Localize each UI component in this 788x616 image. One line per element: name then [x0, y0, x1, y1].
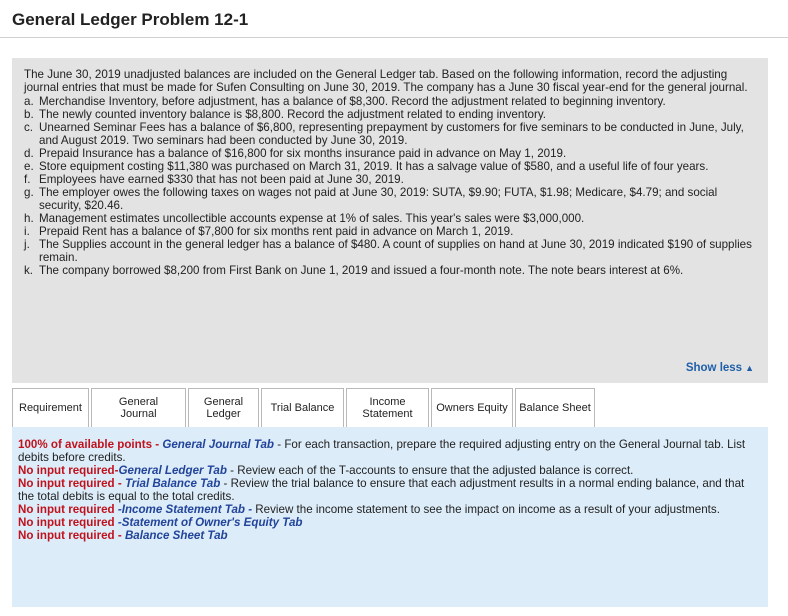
general-ledger-tab-name: General Ledger Tab: [118, 464, 227, 477]
instruction-text: - For each transaction, prepare the required adjusting entry on the General Journal tab. List debits before credits.: [18, 438, 746, 464]
requirement-line-owners-equity: [18, 516, 758, 529]
income-statement-tab-name: -Income Statement Tab -: [117, 503, 253, 516]
instruction-text: Review the income statement to see the impact on income as a result of your adjustments.: [252, 503, 720, 516]
instruction-text: - Review the trial balance to ensure that each adjustment results in a normal ending balance, and that the total debits is equal to the total credits.: [18, 477, 745, 503]
list-item: [24, 147, 756, 160]
list-item: [24, 238, 756, 264]
list-item: [24, 160, 756, 173]
tab-general-journal[interactable]: [91, 388, 186, 428]
tab-label: Requirement: [19, 401, 82, 414]
trial-balance-tab-name: Trial Balance Tab: [124, 477, 221, 490]
requirement-line-trial-balance: [18, 477, 758, 503]
item-label: c.: [24, 121, 34, 134]
tab-label: Balance Sheet: [519, 401, 591, 414]
item-label: h.: [24, 212, 34, 225]
no-input-label: No input required: [18, 516, 115, 529]
no-input-label: No input required: [18, 477, 115, 490]
item-text: The newly counted inventory balance is $8,800. Record the adjustment related to ending inventory.: [39, 108, 546, 121]
general-journal-tab-name: General Journal Tab: [162, 438, 275, 451]
balance-sheet-tab-name: Balance Sheet Tab: [124, 529, 228, 542]
item-label: i.: [24, 225, 30, 238]
problem-intro: The June 30, 2019 unadjusted balances are included on the General Ledger tab. Based on the following information, record the adjusting journal entries that must be made for Sufen Consulting on June 30, 2019. The company has a June 30 fiscal year-end for the general journal.: [24, 68, 748, 94]
item-text: Merchandise Inventory, before adjustment, has a balance of $8,300. Record the adjustment related to beginning inventory.: [39, 95, 666, 108]
requirement-line-general-journal: [18, 438, 758, 464]
item-label: f.: [24, 173, 31, 186]
requirement-line-income-statement: [18, 503, 758, 516]
item-text: Unearned Seminar Fees has a balance of $6,800, representing prepayment by customers for five seminars to be conducted in June, July, and August 2019. Two seminars had been conducted by June 30, 2019.: [39, 121, 744, 147]
item-text: Prepaid Rent has a balance of $7,800 for six months rent paid in advance on March 1, 2019.: [39, 225, 514, 238]
tab-label: Owners Equity: [436, 401, 508, 414]
tab-trial-balance[interactable]: [261, 388, 344, 428]
list-item: [24, 225, 756, 238]
title-divider: [0, 37, 788, 38]
item-label: g.: [24, 186, 34, 199]
tab-label-line2: Statement: [362, 408, 413, 420]
tab-income-statement[interactable]: [346, 388, 429, 428]
adjustment-list: [24, 95, 756, 277]
page-title: General Ledger Problem 12-1: [12, 10, 249, 29]
list-item: [24, 212, 756, 225]
tab-bar: [12, 388, 597, 428]
problem-description: [12, 58, 768, 383]
requirement-panel: [12, 427, 768, 607]
tab-label: Trial Balance: [270, 401, 335, 414]
list-item: [24, 264, 756, 277]
list-item: [24, 95, 756, 108]
show-less-label: Show less: [685, 362, 743, 374]
tab-balance-sheet[interactable]: [515, 388, 595, 428]
item-text: Management estimates uncollectible accounts expense at 1% of sales. This year's sales were $3,000,000.: [39, 212, 585, 225]
tab-label: [204, 396, 243, 421]
requirement-line-balance-sheet: [18, 529, 758, 542]
no-input-label: No input required: [18, 503, 115, 516]
item-label: d.: [24, 147, 34, 160]
list-item: [24, 186, 756, 212]
dash-separator: -: [114, 529, 125, 542]
tab-requirement[interactable]: [12, 388, 89, 428]
item-label: a.: [24, 95, 34, 108]
dash-separator: -: [114, 477, 125, 490]
item-text: The employer owes the following taxes on wages not paid at June 30, 2019: SUTA, $9.90; FUTA, $1.98; Medicare, $4.79; and social security, $20.46.: [39, 186, 718, 212]
no-input-label: No input required: [18, 529, 115, 542]
tab-label-line1: Income: [369, 395, 406, 408]
list-item: [24, 173, 756, 186]
item-label: k.: [24, 264, 34, 277]
tab-general-ledger[interactable]: [188, 388, 259, 428]
owners-equity-tab-name: -Statement of Owner's Equity Tab: [117, 516, 303, 529]
show-less-link[interactable]: [686, 362, 754, 375]
tab-label-line2: Journal: [120, 408, 157, 420]
item-text: Employees have earned $330 that has not been paid at June 30, 2019.: [39, 173, 404, 186]
item-text: Prepaid Insurance has a balance of $16,800 for six months insurance paid in advance on May 1, 2019.: [39, 147, 567, 160]
list-item: [24, 121, 756, 147]
tab-label-line1: General: [118, 395, 159, 408]
tab-label: [362, 396, 412, 421]
item-label: b.: [24, 108, 34, 121]
item-text: The company borrowed $8,200 from First Bank on June 1, 2019 and issued a four-month note. The note bears interest at 6%.: [39, 264, 684, 277]
requirement-line-general-ledger: [18, 464, 758, 477]
list-item: [24, 108, 756, 121]
item-label: e.: [24, 160, 34, 173]
points-label: 100% of available points -: [18, 438, 160, 451]
tab-label: [119, 396, 158, 421]
tab-label-line1: General: [203, 395, 244, 408]
instruction-text: - Review each of the T-accounts to ensure that the adjusted balance is correct.: [226, 464, 634, 477]
tab-owners-equity[interactable]: [431, 388, 513, 428]
triangle-up-icon: ▲: [745, 363, 754, 373]
no-input-label: No input required-: [18, 464, 119, 477]
item-label: j.: [24, 238, 30, 251]
item-text: The Supplies account in the general ledger has a balance of $480. A count of supplies on hand at June 30, 2019 indicated $190 of supplies remain.: [39, 238, 752, 264]
tab-label-line2: Ledger: [206, 408, 241, 420]
item-text: Store equipment costing $11,380 was purchased on March 31, 2019. It has a salvage value of $580, and a useful life of four years.: [39, 160, 709, 173]
